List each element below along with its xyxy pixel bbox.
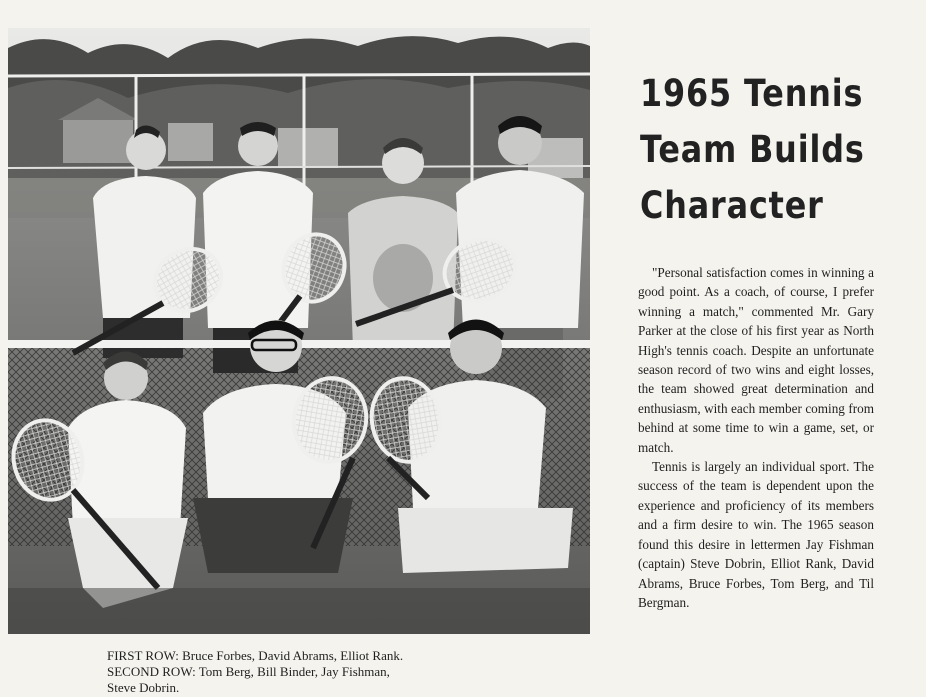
article-paragraph-2: Tennis is largely an individual sport. The success of the team is dependent upon the experience and proficiency of its members and a firm desire to win. The 1965 season found this desire in lettermen Jay Fishman (captain) Steve Dobrin, Elliot Rank, David Abrams, Bruce Forbes, Tom Berg, and Til Bergman. <box>638 459 874 610</box>
caption-second-row: SECOND ROW: Tom Berg, Bill Binder, Jay Fishman, <box>107 664 390 679</box>
article-body <box>638 263 874 612</box>
caption-second-row-continued: Steve Dobrin. <box>107 680 180 695</box>
team-photo <box>8 28 590 634</box>
caption-first-row: FIRST ROW: Bruce Forbes, David Abrams, Elliot Rank. <box>107 648 404 663</box>
headline-line-3: Character <box>640 184 824 227</box>
headline-line-1: 1965 Tennis <box>640 72 864 115</box>
team-photo-illustration <box>8 28 590 634</box>
article-headline <box>640 66 910 234</box>
headline-line-2: Team Builds <box>640 128 865 171</box>
photo-caption <box>107 648 467 696</box>
article-paragraph-1: "Personal satisfaction comes in winning a good point. As a coach, of course, I prefer winning a match," commented Mr. Gary Parker at the close of his first year as North High's tennis coach. Despite an unfortunate season record of two wins and eight losses, the team showed great determination and enthusiasm, with each member coming from behind at some time to win a game, set, or match. <box>638 265 874 455</box>
